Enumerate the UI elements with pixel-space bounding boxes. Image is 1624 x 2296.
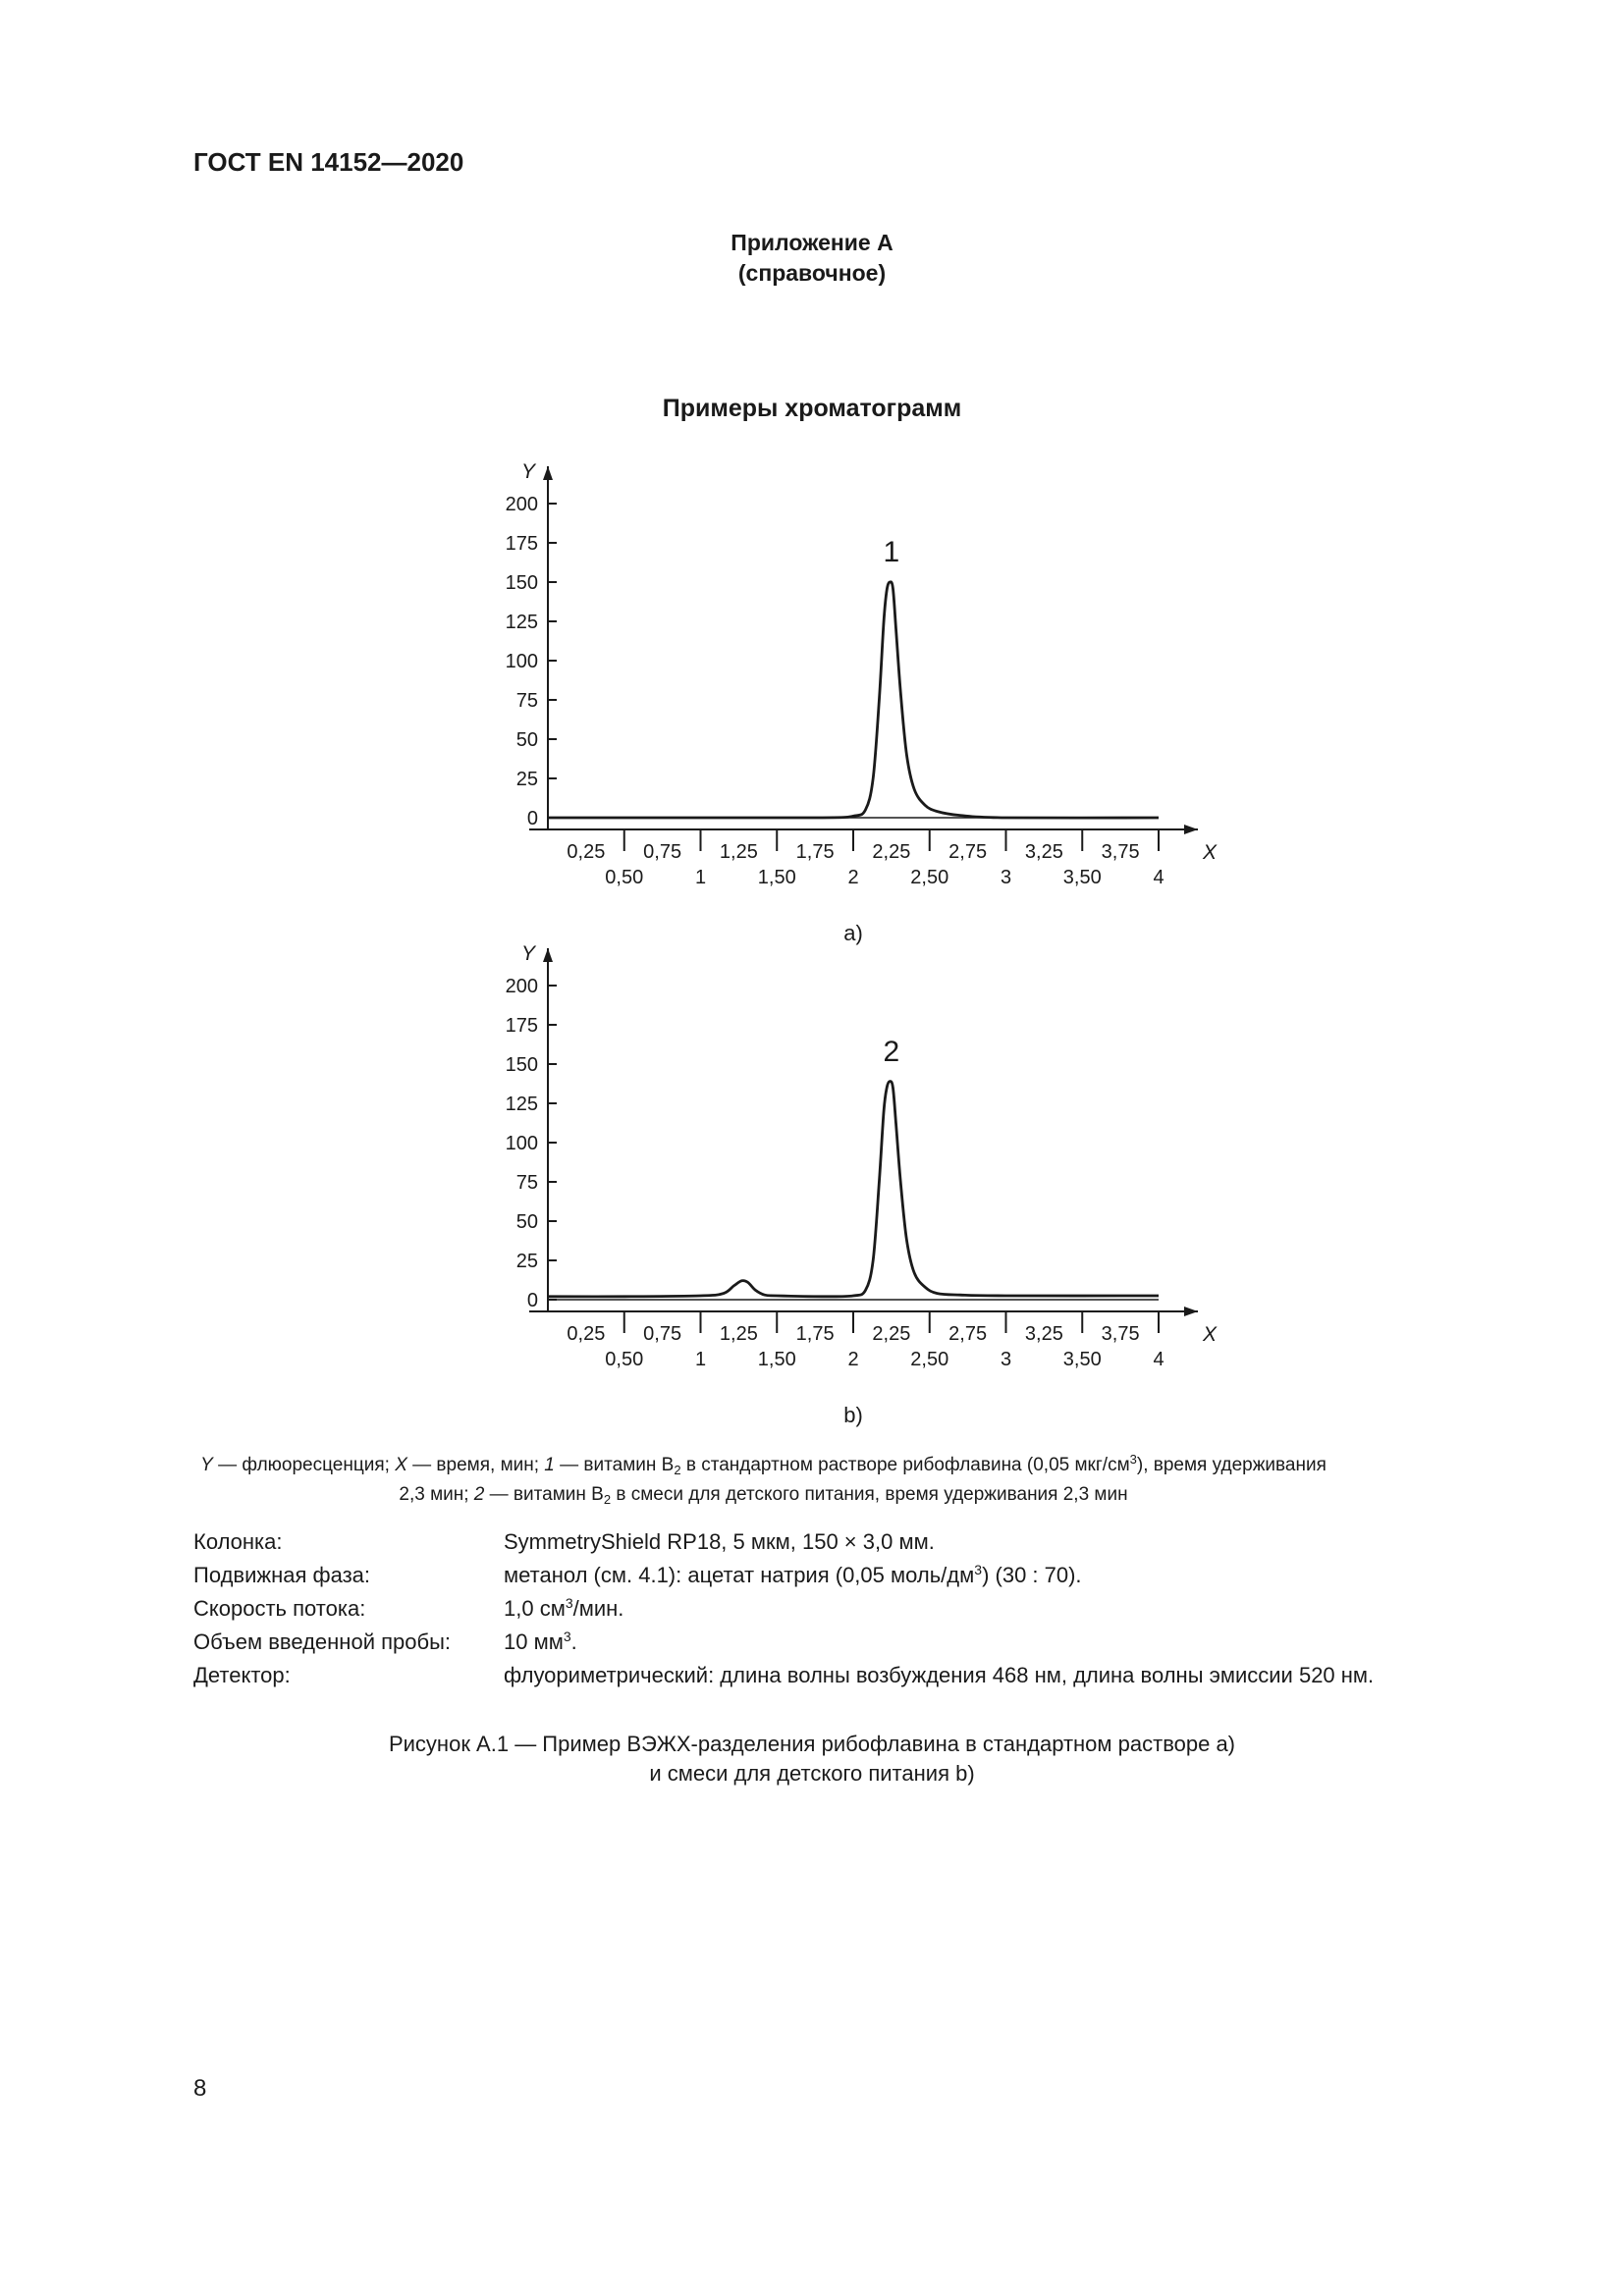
y-axis-label: Y xyxy=(520,942,536,965)
figure-caption-line1: Рисунок А.1 — Пример ВЭЖХ-разделения рибофлавина в стандартном растворе а) xyxy=(388,1732,1236,1756)
chromatogram-series-line xyxy=(548,582,1159,818)
figure-heading: Примеры хроматограмм xyxy=(662,395,962,422)
y-tick-label: 0 xyxy=(526,808,538,829)
chromatogram-series-line xyxy=(548,1082,1159,1297)
figure-caption-line2: и смеси для детского питания b) xyxy=(649,1761,975,1786)
x-tick-label-lower: 3,50 xyxy=(1062,867,1102,888)
y-tick-label: 175 xyxy=(505,1015,538,1037)
legend-subscript-2: 2 xyxy=(603,1492,612,1507)
y-tick-label: 25 xyxy=(515,769,538,790)
param-value-part: /мин. xyxy=(572,1596,624,1621)
appendix-title xyxy=(0,228,1624,289)
x-tick-label-lower: 2,50 xyxy=(910,867,949,888)
param-row-injection-volume xyxy=(193,1626,1374,1659)
param-row-flow-rate xyxy=(193,1592,1374,1626)
x-tick-label-lower: 0,50 xyxy=(605,1349,644,1370)
x-tick-label-lower: 4 xyxy=(1153,1349,1164,1370)
panel-label: b) xyxy=(843,1403,863,1427)
x-tick-label-upper: 3,25 xyxy=(1024,841,1063,863)
chromatogram-a xyxy=(491,447,1237,945)
x-tick-label-lower: 1 xyxy=(694,867,707,888)
x-axis-label: X xyxy=(1202,1323,1218,1346)
y-tick-label: 125 xyxy=(505,612,538,633)
param-value xyxy=(504,1592,623,1626)
param-row-column xyxy=(193,1525,1374,1559)
y-tick-label: 75 xyxy=(515,690,538,712)
x-tick-label-upper: 2,75 xyxy=(948,841,988,863)
standard-code: ГОСТ EN 14152—2020 xyxy=(193,147,464,177)
x-tick-label-lower: 3,50 xyxy=(1062,1349,1102,1370)
y-tick-label: 150 xyxy=(505,1054,538,1076)
chromatogram-b xyxy=(491,929,1237,1427)
appendix-title-line1: Приложение А xyxy=(731,230,893,255)
appendix-title-line2: (справочное) xyxy=(737,260,887,286)
legend-text-1c: ), время удерживания xyxy=(1136,1455,1326,1475)
x-tick-label-lower: 4 xyxy=(1153,867,1164,888)
x-tick-label-lower: 3 xyxy=(1000,867,1012,888)
param-row-detector xyxy=(193,1659,1374,1692)
figure-legend xyxy=(187,1447,1340,1512)
param-label: Подвижная фаза: xyxy=(193,1563,371,1587)
legend-x-text: — время, мин; xyxy=(406,1455,545,1475)
y-tick-label: 200 xyxy=(505,494,538,515)
param-value-part: метанол (см. 4.1): ацетат натрия (0,05 моль/дм xyxy=(504,1563,975,1587)
x-tick-label-upper: 2,25 xyxy=(872,1323,911,1345)
param-value: флуориметрический: длина волны возбуждения 468 нм, длина волны эмиссии 520 нм. xyxy=(504,1663,1375,1687)
legend-text-2b: — витамин В xyxy=(484,1484,604,1505)
x-tick-label-lower: 1,50 xyxy=(757,867,796,888)
x-tick-label-upper: 0,75 xyxy=(643,1323,682,1345)
x-axis-arrow xyxy=(1184,825,1198,834)
param-label: Детектор: xyxy=(193,1663,291,1687)
y-tick-label: 25 xyxy=(515,1251,538,1272)
x-axis-arrow xyxy=(1184,1307,1198,1316)
x-tick-label-upper: 0,75 xyxy=(643,841,682,863)
y-tick-label: 100 xyxy=(505,651,538,672)
x-tick-label-upper: 1,75 xyxy=(795,1323,835,1345)
param-superscript: 3 xyxy=(974,1562,983,1577)
figure-caption xyxy=(0,1730,1624,1789)
param-value: SymmetryShield RP18, 5 мкм, 150 × 3,0 мм. xyxy=(504,1529,935,1554)
x-axis-label: X xyxy=(1202,841,1218,864)
y-axis-arrow xyxy=(543,466,553,480)
x-tick-label-upper: 0,25 xyxy=(567,841,606,863)
legend-subscript-1: 2 xyxy=(674,1463,681,1477)
panel-label: a) xyxy=(843,921,863,945)
y-tick-label: 100 xyxy=(505,1133,538,1154)
x-tick-label-upper: 3,75 xyxy=(1101,1323,1140,1345)
peak-label: 2 xyxy=(883,1035,900,1068)
x-tick-label-lower: 3 xyxy=(1000,1349,1012,1370)
y-tick-label: 200 xyxy=(505,976,538,997)
x-tick-label-upper: 3,75 xyxy=(1101,841,1140,863)
y-tick-label: 150 xyxy=(505,572,538,594)
legend-line-2 xyxy=(187,1482,1340,1512)
y-tick-label: 50 xyxy=(515,729,538,751)
legend-text-1b: в стандартном растворе рибофлавина (0,05 мкг/см xyxy=(680,1455,1130,1475)
x-tick-label-lower: 2,50 xyxy=(910,1349,949,1370)
legend-text-2a: 2,3 мин; xyxy=(399,1484,474,1505)
peak-label: 1 xyxy=(883,536,900,569)
x-tick-label-upper: 1,75 xyxy=(795,841,835,863)
param-superscript: 3 xyxy=(565,1595,573,1611)
x-tick-label-lower: 1 xyxy=(694,1349,707,1370)
chromatogram-a-svg xyxy=(491,447,1237,945)
method-parameters xyxy=(193,1525,1374,1692)
x-tick-label-lower: 1,50 xyxy=(757,1349,796,1370)
param-value-part: . xyxy=(570,1629,577,1654)
x-tick-label-upper: 2,75 xyxy=(948,1323,988,1345)
y-tick-label: 125 xyxy=(505,1094,538,1115)
param-superscript: 3 xyxy=(563,1629,571,1644)
y-tick-label: 0 xyxy=(526,1290,538,1311)
legend-y-symbol: Y xyxy=(200,1455,213,1475)
x-tick-label-upper: 1,25 xyxy=(719,1323,758,1345)
y-tick-label: 175 xyxy=(505,533,538,555)
page-number: 8 xyxy=(193,2075,207,2102)
param-label: Колонка: xyxy=(193,1529,283,1554)
x-tick-label-upper: 0,25 xyxy=(567,1323,606,1345)
legend-superscript-1: 3 xyxy=(1129,1452,1137,1467)
x-tick-label-upper: 2,25 xyxy=(872,841,911,863)
legend-number-2: 2 xyxy=(473,1484,485,1505)
x-tick-label-upper: 1,25 xyxy=(719,841,758,863)
legend-line-1 xyxy=(187,1447,1340,1482)
param-label: Объем введенной пробы: xyxy=(193,1629,452,1654)
param-value-part: 1,0 см xyxy=(504,1596,566,1621)
param-label: Скорость потока: xyxy=(193,1596,366,1621)
y-tick-label: 50 xyxy=(515,1211,538,1233)
x-tick-label-lower: 2 xyxy=(847,867,859,888)
legend-y-text: — флюоресценция; xyxy=(212,1455,396,1475)
param-value-part: ) (30 : 70). xyxy=(982,1563,1082,1587)
legend-number-1: 1 xyxy=(544,1455,555,1475)
param-value xyxy=(504,1626,577,1659)
y-tick-label: 75 xyxy=(515,1172,538,1194)
x-tick-label-lower: 2 xyxy=(847,1349,859,1370)
chromatogram-b-svg xyxy=(491,929,1237,1427)
legend-text-1a: — витамин В xyxy=(554,1455,675,1475)
y-axis-arrow xyxy=(543,948,553,962)
y-axis-label: Y xyxy=(520,460,536,483)
legend-x-symbol: X xyxy=(395,1455,407,1475)
x-tick-label-upper: 3,25 xyxy=(1024,1323,1063,1345)
param-row-mobile-phase xyxy=(193,1559,1374,1592)
x-tick-label-lower: 0,50 xyxy=(605,867,644,888)
legend-text-2c: в смеси для детского питания, время удерживания 2,3 мин xyxy=(611,1484,1128,1505)
param-value-part: 10 мм xyxy=(504,1629,564,1654)
param-value xyxy=(504,1559,1082,1592)
